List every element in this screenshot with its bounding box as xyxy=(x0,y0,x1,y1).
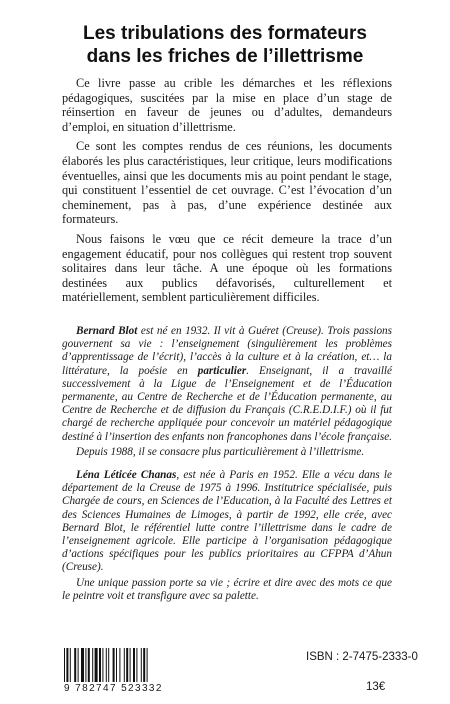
bio-blot-text-b: . Enseignant, il a travaillé successivement à la Ligue de l’Enseignement et de l’Éducation permanente, au Centre de Recherche et de l’Éducation permanente, au Centre de Recherche et de diffusion du Français (C.R.E.D.I.F.) où il fut chargé de recherche appliquée pour concevoir un matériel pédagogique destiné à l’insertion des enfants non francophones dans l’école française. xyxy=(62,364,392,443)
isbn: ISBN : 2-7475-2333-0 xyxy=(306,651,418,663)
barcode-number: 9 782747 523332 xyxy=(64,683,163,694)
barcode-bars xyxy=(62,648,212,682)
bio-chanas-paragraph xyxy=(62,469,392,575)
barcode xyxy=(62,648,262,694)
bio-chanas-text-a: , est née à Paris en 1952. Elle a vécu dans le département de la Creuse de 1975 à 1996. Institutrice spécialisée, puis Chargée de cours, en Sciences de l’Education, à la Faculté des Lettres et des Sciences Humaines de Limoges, à partir de 1992, elle crée, avec Bernard Blot, le référentiel lutte contre l’illettrisme dans le cadre de l’enseignement agricole. Elle participe à l’organisation pédagogique d’actions spécifiques pour les publics prioritaires au CFPPA d’Ahun (Creuse). xyxy=(62,469,392,574)
price: 13€ xyxy=(366,681,386,693)
summary-paragraph-2: Ce sont les comptes rendus de ces réunions, les documents élaborés les plus caractéristiques, leur critique, leurs modifications éventuelles, ainsi que les documents mis au point pendant le stage, qui constituent l’essentiel de cet ouvrage. C’est l’évocation d’un cheminement, pas à pas, d’une expérience destinée aux formateurs. xyxy=(62,139,392,227)
author-bios xyxy=(62,325,392,605)
bio-blot-text-a: est né en 1932. Il vit à Guéret (Creuse). Trois passions gouvernent sa vie : l’enseignement (singulièrement les problèmes d’apprentissage de l’écrit), l’accès à la culture et à la création, et… la littérature, la poésie en xyxy=(62,325,392,377)
bio-blot-emphasis: particulier xyxy=(197,364,247,377)
bio-chanas-paragraph-2: Une unique passion porte sa vie ; écrire et dire avec des mots ce que le peintre voit et transfigure avec sa palette. xyxy=(62,576,392,602)
book-summary xyxy=(62,76,392,310)
book-title xyxy=(0,22,450,68)
title-line-2: dans les friches de l’illettrisme xyxy=(86,46,364,67)
bio-blot-paragraph-2: Depuis 1988, il se consacre plus particulièrement à l’illettrisme. xyxy=(76,445,365,458)
author-name-blot: Bernard Blot xyxy=(76,325,138,337)
title-line-1: Les tribulations des formateurs xyxy=(82,23,367,44)
summary-paragraph-1: Ce livre passe au crible les démarches et les réflexions pédagogiques, suscitées par la mise en place d’un stage de réinsertion en faveur de jeunes ou d’adultes, demandeurs d’emploi, en situation d’illettrisme. xyxy=(62,76,392,134)
bio-blot-paragraph xyxy=(62,325,392,444)
summary-paragraph-3: Nous faisons le vœu que ce récit demeure la trace d’un engagement éducatif, pour nos collègues qui restent trop souvent solitaires dans leur tâche. A une époque où les formations destinées aux publics défavorisés, culturellement et matériellement, semblent particulièrement difficiles. xyxy=(62,231,392,305)
author-name-chanas: Léna Léticée Chanas xyxy=(76,469,177,482)
